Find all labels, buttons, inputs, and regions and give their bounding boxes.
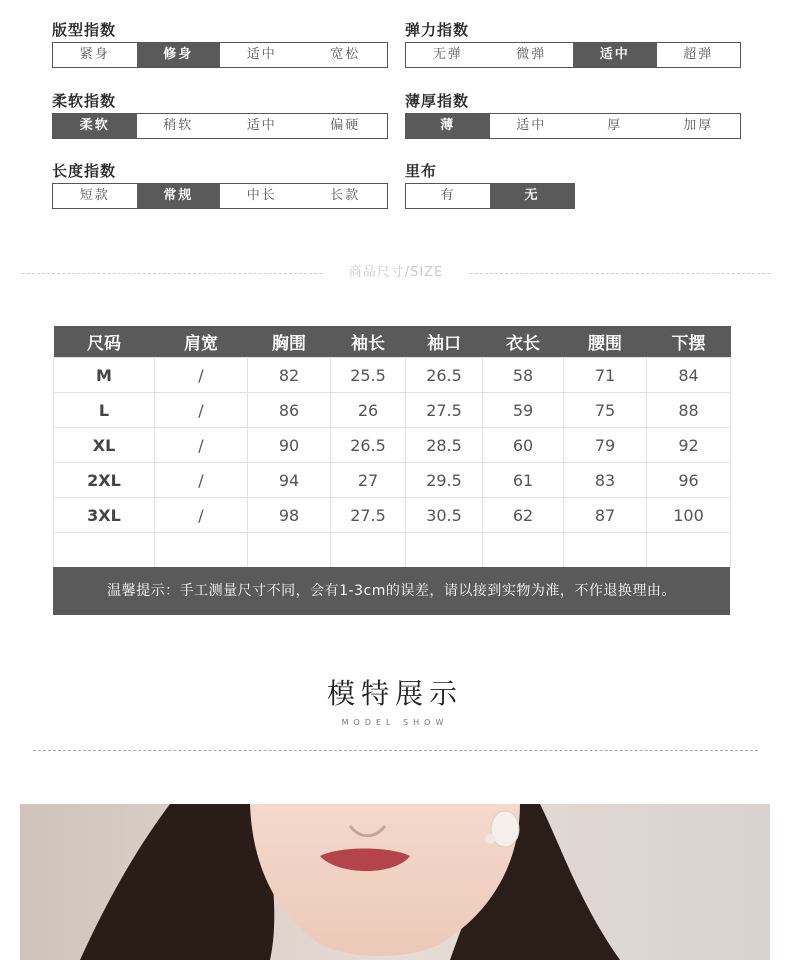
size-value-cell — [155, 533, 248, 568]
size-value-cell: 83 — [564, 463, 647, 498]
size-value-cell: 71 — [564, 358, 647, 393]
index-bar — [52, 42, 388, 68]
size-value-cell: 58 — [483, 358, 564, 393]
index-option: 适中 — [573, 43, 657, 67]
size-label-cell: 2XL — [54, 463, 155, 498]
index-option: 修身 — [137, 43, 221, 67]
index-option: 长款 — [304, 184, 388, 208]
size-value-cell — [483, 533, 564, 568]
size-value-cell: 27.5 — [331, 498, 406, 533]
index-title: 版型指数 — [52, 21, 117, 39]
index-option: 无 — [490, 184, 574, 208]
size-value-cell — [248, 533, 331, 568]
size-value-cell — [331, 533, 406, 568]
size-value-cell: 29.5 — [406, 463, 483, 498]
index-option: 中长 — [220, 184, 304, 208]
index-stretch — [405, 20, 741, 68]
table-row — [54, 463, 731, 498]
size-value-cell: / — [155, 393, 248, 428]
size-value-cell: / — [155, 498, 248, 533]
index-option: 微弹 — [490, 43, 574, 67]
size-value-cell: 26.5 — [406, 358, 483, 393]
index-option: 紧身 — [53, 43, 137, 67]
size-value-cell: 30.5 — [406, 498, 483, 533]
model-section-subtitle: MODEL SHOW — [341, 718, 449, 727]
index-option: 超弹 — [657, 43, 741, 67]
size-value-cell: 26.5 — [331, 428, 406, 463]
size-table-header-cell: 腰围 — [564, 326, 647, 358]
index-bar — [405, 113, 741, 139]
size-value-cell: 25.5 — [331, 358, 406, 393]
size-value-cell: 96 — [647, 463, 731, 498]
size-value-cell: 79 — [564, 428, 647, 463]
index-option: 偏硬 — [304, 114, 388, 138]
size-value-cell: 94 — [248, 463, 331, 498]
index-bar — [405, 42, 741, 68]
size-section-label: 商品尺寸/SIZE — [348, 265, 444, 280]
size-section-divider — [22, 264, 770, 282]
index-lining — [405, 161, 575, 209]
index-option: 适中 — [220, 43, 304, 67]
size-value-cell: 84 — [647, 358, 731, 393]
index-softness — [52, 91, 388, 139]
size-value-cell: / — [155, 358, 248, 393]
index-option: 短款 — [53, 184, 137, 208]
size-value-cell: 27 — [331, 463, 406, 498]
model-photo-illustration — [20, 804, 770, 960]
index-option: 适中 — [220, 114, 304, 138]
size-table-header-cell: 袖口 — [406, 326, 483, 358]
index-bar — [405, 183, 575, 209]
size-table-header-cell: 衣长 — [483, 326, 564, 358]
size-table-header-cell: 下摆 — [647, 326, 731, 358]
index-title: 里布 — [405, 162, 438, 180]
size-label-cell: L — [54, 393, 155, 428]
size-value-cell: / — [155, 463, 248, 498]
pearl — [485, 834, 495, 844]
size-value-cell: 26 — [331, 393, 406, 428]
size-label-cell — [54, 533, 155, 568]
size-label-cell: M — [54, 358, 155, 393]
table-row — [54, 393, 731, 428]
index-option: 无弹 — [406, 43, 490, 67]
index-option: 柔软 — [53, 114, 137, 138]
index-option: 薄 — [406, 114, 490, 138]
size-value-cell: 27.5 — [406, 393, 483, 428]
size-value-cell: 59 — [483, 393, 564, 428]
index-title: 薄厚指数 — [405, 92, 470, 110]
table-row — [54, 428, 731, 463]
table-row — [54, 358, 731, 393]
size-value-cell: 88 — [647, 393, 731, 428]
index-title: 长度指数 — [52, 162, 117, 180]
index-fit — [52, 20, 388, 68]
size-label-cell: 3XL — [54, 498, 155, 533]
index-title: 柔软指数 — [52, 92, 117, 110]
index-option: 有 — [406, 184, 490, 208]
size-value-cell: 82 — [248, 358, 331, 393]
size-value-cell: 98 — [248, 498, 331, 533]
size-value-cell: 92 — [647, 428, 731, 463]
size-value-cell: / — [155, 428, 248, 463]
table-row — [54, 498, 731, 533]
index-title: 弹力指数 — [405, 21, 470, 39]
size-value-cell: 90 — [248, 428, 331, 463]
size-table-header — [54, 326, 731, 358]
index-bar — [52, 183, 388, 209]
size-table-header-cell: 胸围 — [248, 326, 331, 358]
size-note: 温馨提示：手工测量尺寸不同，会有1-3cm的误差，请以接到实物为准，不作退换理由。 — [53, 567, 730, 615]
size-value-cell: 87 — [564, 498, 647, 533]
size-value-cell — [564, 533, 647, 568]
size-table — [53, 326, 731, 568]
size-value-cell: 86 — [248, 393, 331, 428]
size-value-cell: 62 — [483, 498, 564, 533]
index-length — [52, 161, 388, 209]
size-label-cell: XL — [54, 428, 155, 463]
size-table-header-cell: 尺码 — [54, 326, 155, 358]
earring — [491, 811, 519, 847]
size-value-cell — [647, 533, 731, 568]
table-row — [54, 533, 731, 568]
size-value-cell: 28.5 — [406, 428, 483, 463]
model-section-title: 模特展示 — [326, 677, 463, 710]
size-value-cell: 61 — [483, 463, 564, 498]
index-option: 厚 — [573, 114, 657, 138]
size-table-header-cell: 肩宽 — [155, 326, 248, 358]
index-thickness — [405, 91, 741, 139]
index-option: 稍软 — [137, 114, 221, 138]
size-value-cell: 75 — [564, 393, 647, 428]
index-option: 常规 — [137, 184, 221, 208]
size-value-cell: 100 — [647, 498, 731, 533]
size-table-header-cell: 袖长 — [331, 326, 406, 358]
index-option: 适中 — [490, 114, 574, 138]
index-option: 宽松 — [304, 43, 388, 67]
model-section-divider — [33, 750, 758, 751]
size-value-cell — [406, 533, 483, 568]
index-option: 加厚 — [657, 114, 741, 138]
size-value-cell: 60 — [483, 428, 564, 463]
index-bar — [52, 113, 388, 139]
model-photo — [20, 804, 770, 960]
